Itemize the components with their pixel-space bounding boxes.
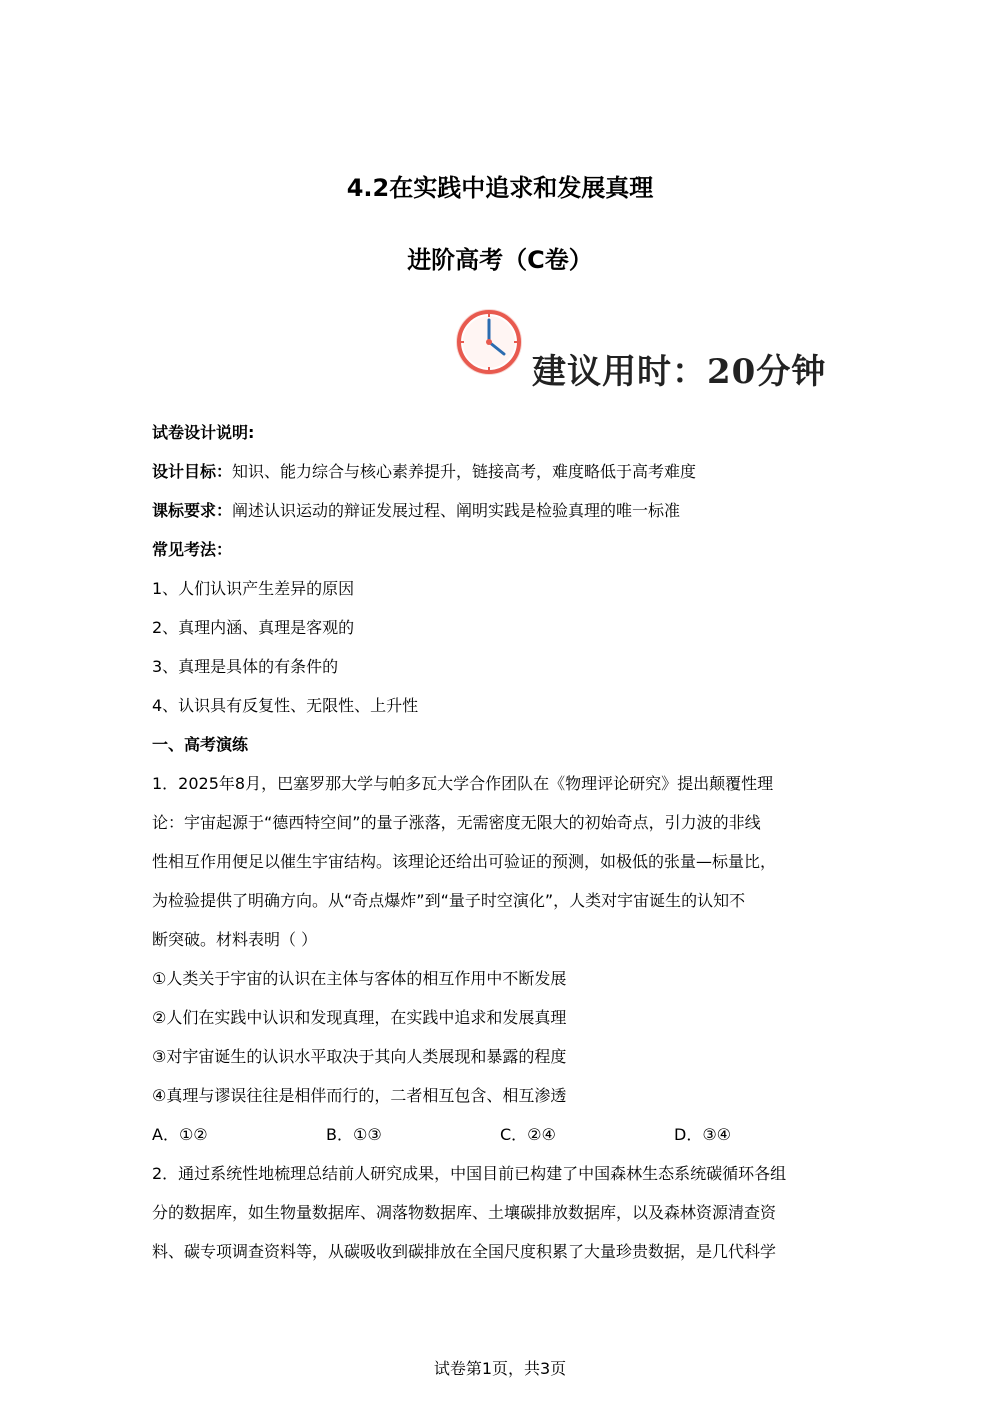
design-goal-label: 设计目标： xyxy=(152,462,233,481)
question-1-text-line: 论：宇宙起源于“德西特空间”的量子涨落，无需密度无限大的初始奇点，引力波的非线 xyxy=(152,813,761,832)
common-method-item: 1、人们认识产生差异的原因 xyxy=(152,579,355,598)
curriculum-standard-label: 课标要求： xyxy=(152,501,233,520)
question-1-text-line: 1．2025年8月，巴塞罗那大学与帕多瓦大学合作团队在《物理评论研究》提出颠覆性理 xyxy=(152,774,774,793)
page-title: 4.2在实践中追求和发展真理 xyxy=(346,174,654,202)
design-goal xyxy=(152,461,696,483)
page-subtitle: 进阶高考（C卷） xyxy=(407,246,593,274)
question-1-statement: ②人们在实践中认识和发现真理，在实践中追求和发展真理 xyxy=(152,1008,567,1027)
question-1-text-line: 断突破。材料表明（ ） xyxy=(152,930,318,949)
question-2-text-line: 2．通过系统性地梳理总结前人研究成果，中国目前已构建了中国森林生态系统碳循环各组 xyxy=(152,1164,787,1183)
question-1-options xyxy=(152,1122,852,1144)
page-footer: 试卷第1页，共3页 xyxy=(433,1359,567,1378)
question-1-text-line: 为检验提供了明确方向。从“奇点爆炸”到“量子时空演化”，人类对宇宙诞生的认知不 xyxy=(152,891,746,910)
common-method-item: 2、真理内涵、真理是客观的 xyxy=(152,618,355,637)
question-2-text-line: 料、碳专项调查资料等，从碳吸收到碳排放在全国尺度积累了大量珍贵数据，是几代科学 xyxy=(152,1242,777,1261)
design-goal-text: 知识、能力综合与核心素养提升，链接高考，难度略低于高考难度 xyxy=(232,462,697,481)
common-method-item: 4、认识具有反复性、无限性、上升性 xyxy=(152,696,419,715)
curriculum-standard-text: 阐述认识运动的辩证发展过程、阐明实践是检验真理的唯一标准 xyxy=(232,501,681,520)
curriculum-standard xyxy=(152,500,680,522)
question-1-text-line: 性相互作用便足以催生宇宙结构。该理论还给出可验证的预测，如极低的张量—标量比， xyxy=(152,852,777,871)
question-1-statement: ④真理与谬误往往是相伴而行的，二者相互包含、相互渗透 xyxy=(152,1086,567,1105)
question-2-text-line: 分的数据库，如生物量数据库、凋落物数据库、土壤碳排放数据库，以及森林资源清查资 xyxy=(152,1203,777,1222)
suggested-time-text: 建议用时：20分钟 xyxy=(532,352,827,392)
section-heading: 一、高考演练 xyxy=(152,735,249,754)
question-1-statement: ③对宇宙诞生的认识水平取决于其向人类展现和暴露的程度 xyxy=(152,1047,567,1066)
option-c[interactable]: C．②④ xyxy=(500,1125,556,1144)
design-heading: 试卷设计说明: xyxy=(152,423,255,442)
clock-icon xyxy=(452,306,532,386)
common-methods-heading: 常见考法： xyxy=(152,540,233,559)
option-d[interactable]: D．③④ xyxy=(674,1125,732,1144)
option-a[interactable]: A．①② xyxy=(152,1125,208,1144)
suggested-time-banner xyxy=(452,306,832,392)
question-1-statement: ①人类关于宇宙的认识在主体与客体的相互作用中不断发展 xyxy=(152,969,567,988)
option-b[interactable]: B．①③ xyxy=(326,1125,382,1144)
common-method-item: 3、真理是具体的有条件的 xyxy=(152,657,339,676)
